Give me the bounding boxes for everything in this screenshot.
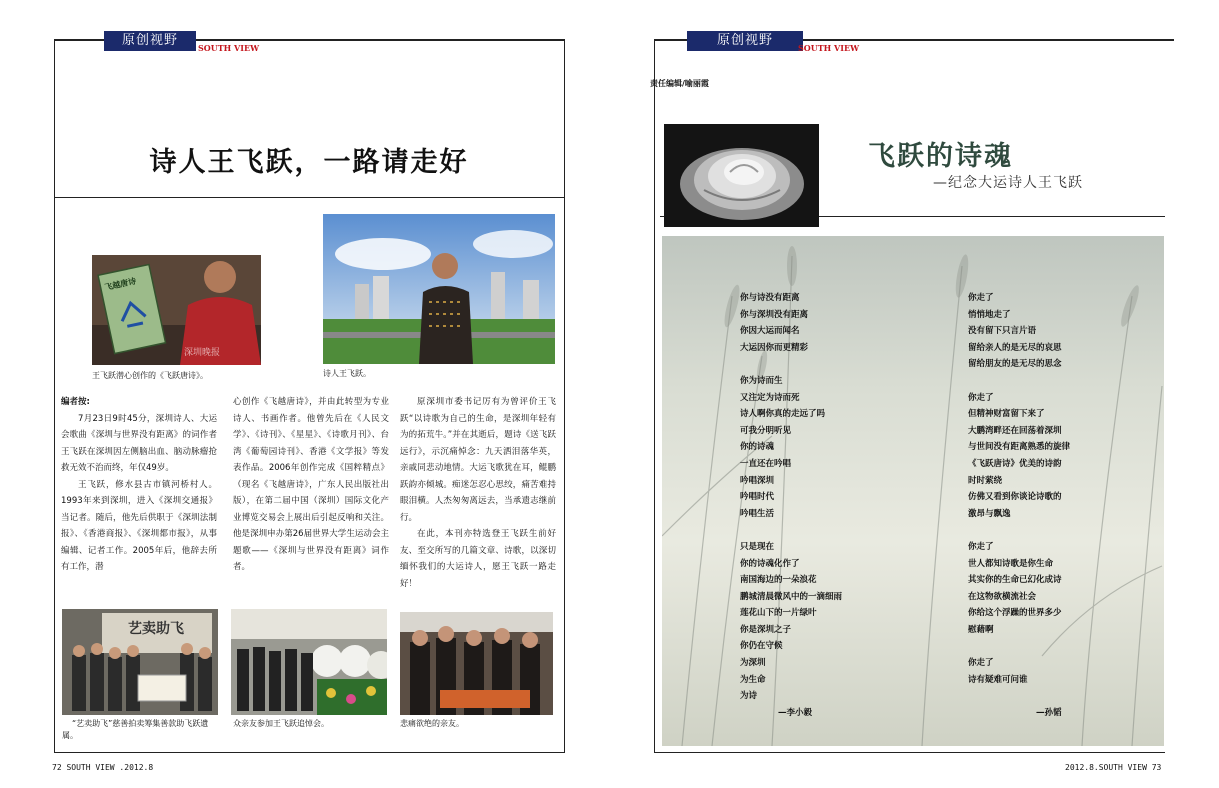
caption-family: 悲痛欲绝的亲友。 [400, 719, 464, 728]
article-column-1 [61, 394, 217, 576]
editor-note-label: 编者按: [61, 397, 90, 407]
poem-line: 吟唱生活 [740, 508, 775, 519]
book-photo-illustration [92, 255, 261, 365]
memorial-illustration [231, 609, 387, 715]
poem-line: 悄悄地走了 [968, 309, 1011, 320]
poem-line: 你给这个浮躁的世界多少 [968, 608, 1062, 619]
poem-line: 你走了 [968, 658, 994, 669]
left-folio: 72 SOUTH VIEW .2012.8 [52, 763, 154, 772]
section-tab: 原创视野 [104, 31, 196, 51]
section-subtitle: SOUTH VIEW [798, 43, 860, 53]
article-column-2 [233, 394, 389, 576]
poem-line: 为深圳 [740, 658, 766, 669]
poem-line: 你与深圳没有距离 [740, 309, 809, 320]
photo-poet-portrait [323, 214, 555, 364]
poem-line: 在这物欲横流社会 [968, 591, 1037, 602]
col3-para-2: 在此，本刊亦特选登王飞跃生前好友、至交所写的几篇文章、诗歌，以深切缅怀我们的大运诗人，愿王飞跃一路走好！ [400, 529, 556, 589]
poem-line: 激昂与飘逸 [968, 508, 1011, 519]
article-column-3 [400, 394, 556, 592]
poem-line: 留给亲人的是无尽的哀思 [968, 342, 1062, 353]
poem-line: 诗人啊你真的走远了吗 [740, 409, 826, 420]
photo-white-rose [664, 124, 819, 227]
poem-line: 世人都知诗歌是你生命 [968, 558, 1054, 569]
poem-line: 你因大运而闻名 [740, 326, 800, 337]
family-illustration [400, 612, 553, 715]
caption-book-photo: 王飞跃潜心创作的《飞跃唐诗》。 [92, 371, 208, 380]
poem-left [740, 290, 880, 721]
poem-line: 时时萦绕 [968, 475, 1003, 486]
poem-line: 与世间没有距离熟悉的旋律 [968, 442, 1071, 453]
poem-line: 大运因你而更精彩 [740, 342, 809, 353]
caption-auction: “艺卖助飞”慈善拍卖筹集善款助飞跃遗属。 [62, 719, 209, 740]
photo-grieving-family [400, 612, 553, 715]
editor-credit: 责任编辑/喻丽霞 [650, 79, 709, 88]
poem-author: —李小毅 [778, 707, 813, 718]
portrait-illustration [323, 214, 555, 364]
poem-line: 你走了 [968, 293, 994, 303]
poem-line: 你的诗魂 [740, 442, 775, 453]
col2-text: 心创作《飞越唐诗》，并由此转型为专业诗人、书画作者。他曾先后在《人民文学》、《诗刊》、《星星》、《诗歌月刊》、台湾《葡萄园诗刊》、香港《文学报》等发表作品。2006年创作完成《国粹精点》（现名《飞越唐诗》，广东人民出版社出版），在第二届中国（深圳）国际文化产业博览交易会上展出后引起反响和关注。他是深圳申办第26届世界大学生运动会主题歌——《深圳与世界没有距离》词作者。 [233, 397, 389, 572]
poem-line: 莲花山下的一片绿叶 [740, 608, 817, 619]
left-page [0, 0, 600, 788]
poem-line: 你仍在守候 [740, 641, 783, 652]
article-title: 诗人王飞跃，一路请走好 [149, 147, 469, 178]
right-page [610, 0, 1219, 788]
poem-line: 慰藉啊 [968, 624, 994, 635]
poem-line: 仿佛又看到你谈论诗歌的 [968, 492, 1062, 503]
section-tab: 原创视野 [687, 31, 803, 51]
poem-line: 你为诗而生 [740, 375, 783, 386]
poem-line: 其实你的生命已幻化成诗 [968, 575, 1062, 586]
photo-memorial-service [231, 609, 387, 715]
col1-para-1: 7月23日9时45分，深圳诗人、大运会歌曲《深圳与世界没有距离》的词作者王飞跃在深圳因左侧脑出血、脑动脉瘤抢救无效不治而终，年仅49岁。 [61, 413, 217, 473]
poem-line: 南国海边的一朵浪花 [740, 575, 817, 586]
poem-title: 飞跃的诗魂 [868, 141, 1013, 172]
poem-line: 大鹏湾畔还在回荡着深圳 [968, 425, 1062, 436]
photo-watermark: 深圳晚报 [184, 348, 221, 358]
poem-line: 《飞跃唐诗》优美的诗韵 [968, 458, 1062, 469]
bottom-rule [654, 752, 1165, 753]
poem-line: 你的诗魂化作了 [740, 558, 800, 569]
caption-memorial: 众亲友参加王飞跃追悼会。 [233, 719, 329, 728]
poem-line: 一直还在吟唱 [740, 458, 792, 469]
poem-line: 你走了 [968, 541, 994, 552]
banner-text: 艺卖助飞 [128, 621, 184, 637]
poem-author: —孙韬 [1036, 707, 1062, 718]
poem-line: 诗有疑难可问谁 [968, 674, 1028, 685]
poem-subtitle: —纪念大运诗人王飞跃 [933, 175, 1083, 191]
title-divider [54, 197, 565, 198]
poem-line: 又注定为诗而死 [740, 392, 800, 403]
poem-line: 留给朋友的是无尽的思念 [968, 359, 1062, 370]
bottom-rule [54, 752, 565, 753]
section-subtitle: SOUTH VIEW [198, 43, 260, 53]
col3-para-1: 原深圳市委书记厉有为曾评价王飞跃“以诗歌为自己的生命，是深圳年轻有为的拓荒牛。”并在其逝后，题诗《送飞跃远行》，示沉痛悼念：九天洒泪落华英，亲戚同悲动地情。大运飞歌犹在耳，鲲鹏跃韵亦倾城。痴迷怎忍心思绞，痛苦难持眼泪横。人杰匆匆离远去，当承遗志继前行。 [400, 397, 556, 523]
poem-line: 吟唱深圳 [740, 475, 775, 486]
right-folio: 2012.8.SOUTH VIEW 73 [1065, 763, 1162, 772]
right-rule [564, 39, 565, 752]
caption-portrait: 诗人王飞跃。 [323, 369, 371, 378]
left-rule [654, 39, 655, 752]
rose-illustration [664, 124, 819, 227]
poem-line: 可我分明听见 [740, 425, 792, 436]
poem-line: 为诗 [740, 691, 758, 702]
poem-line: 你与诗没有距离 [740, 293, 800, 303]
poem-right [968, 290, 1118, 721]
photo-author-with-book [92, 255, 261, 365]
poem-line: 鹏城清晨微风中的一滴细雨 [740, 591, 843, 602]
auction-illustration [62, 609, 218, 715]
poem-line: 没有留下只言片语 [968, 326, 1037, 337]
poem-line: 你走了 [968, 392, 994, 403]
poem-line: 为生命 [740, 674, 766, 685]
book-cover-text: 飞越唐诗 [103, 276, 137, 293]
poem-line: 你是深圳之子 [740, 624, 792, 635]
poem-line: 只是现在 [740, 541, 775, 552]
poem-line: 但精神财富留下来了 [968, 409, 1045, 420]
col1-para-2: 王飞跃，修水县古市镇河桥村人。1993年来到深圳，进入《深圳交通报》当记者。随后，他先后供职于《深圳法制报》、《香港商报》、《深圳都市报》，从事编辑、记者工作。2005年后，他辞去所有工作，潜 [61, 479, 217, 572]
photo-charity-auction [62, 609, 218, 715]
poem-line: 吟唱时代 [740, 492, 775, 503]
